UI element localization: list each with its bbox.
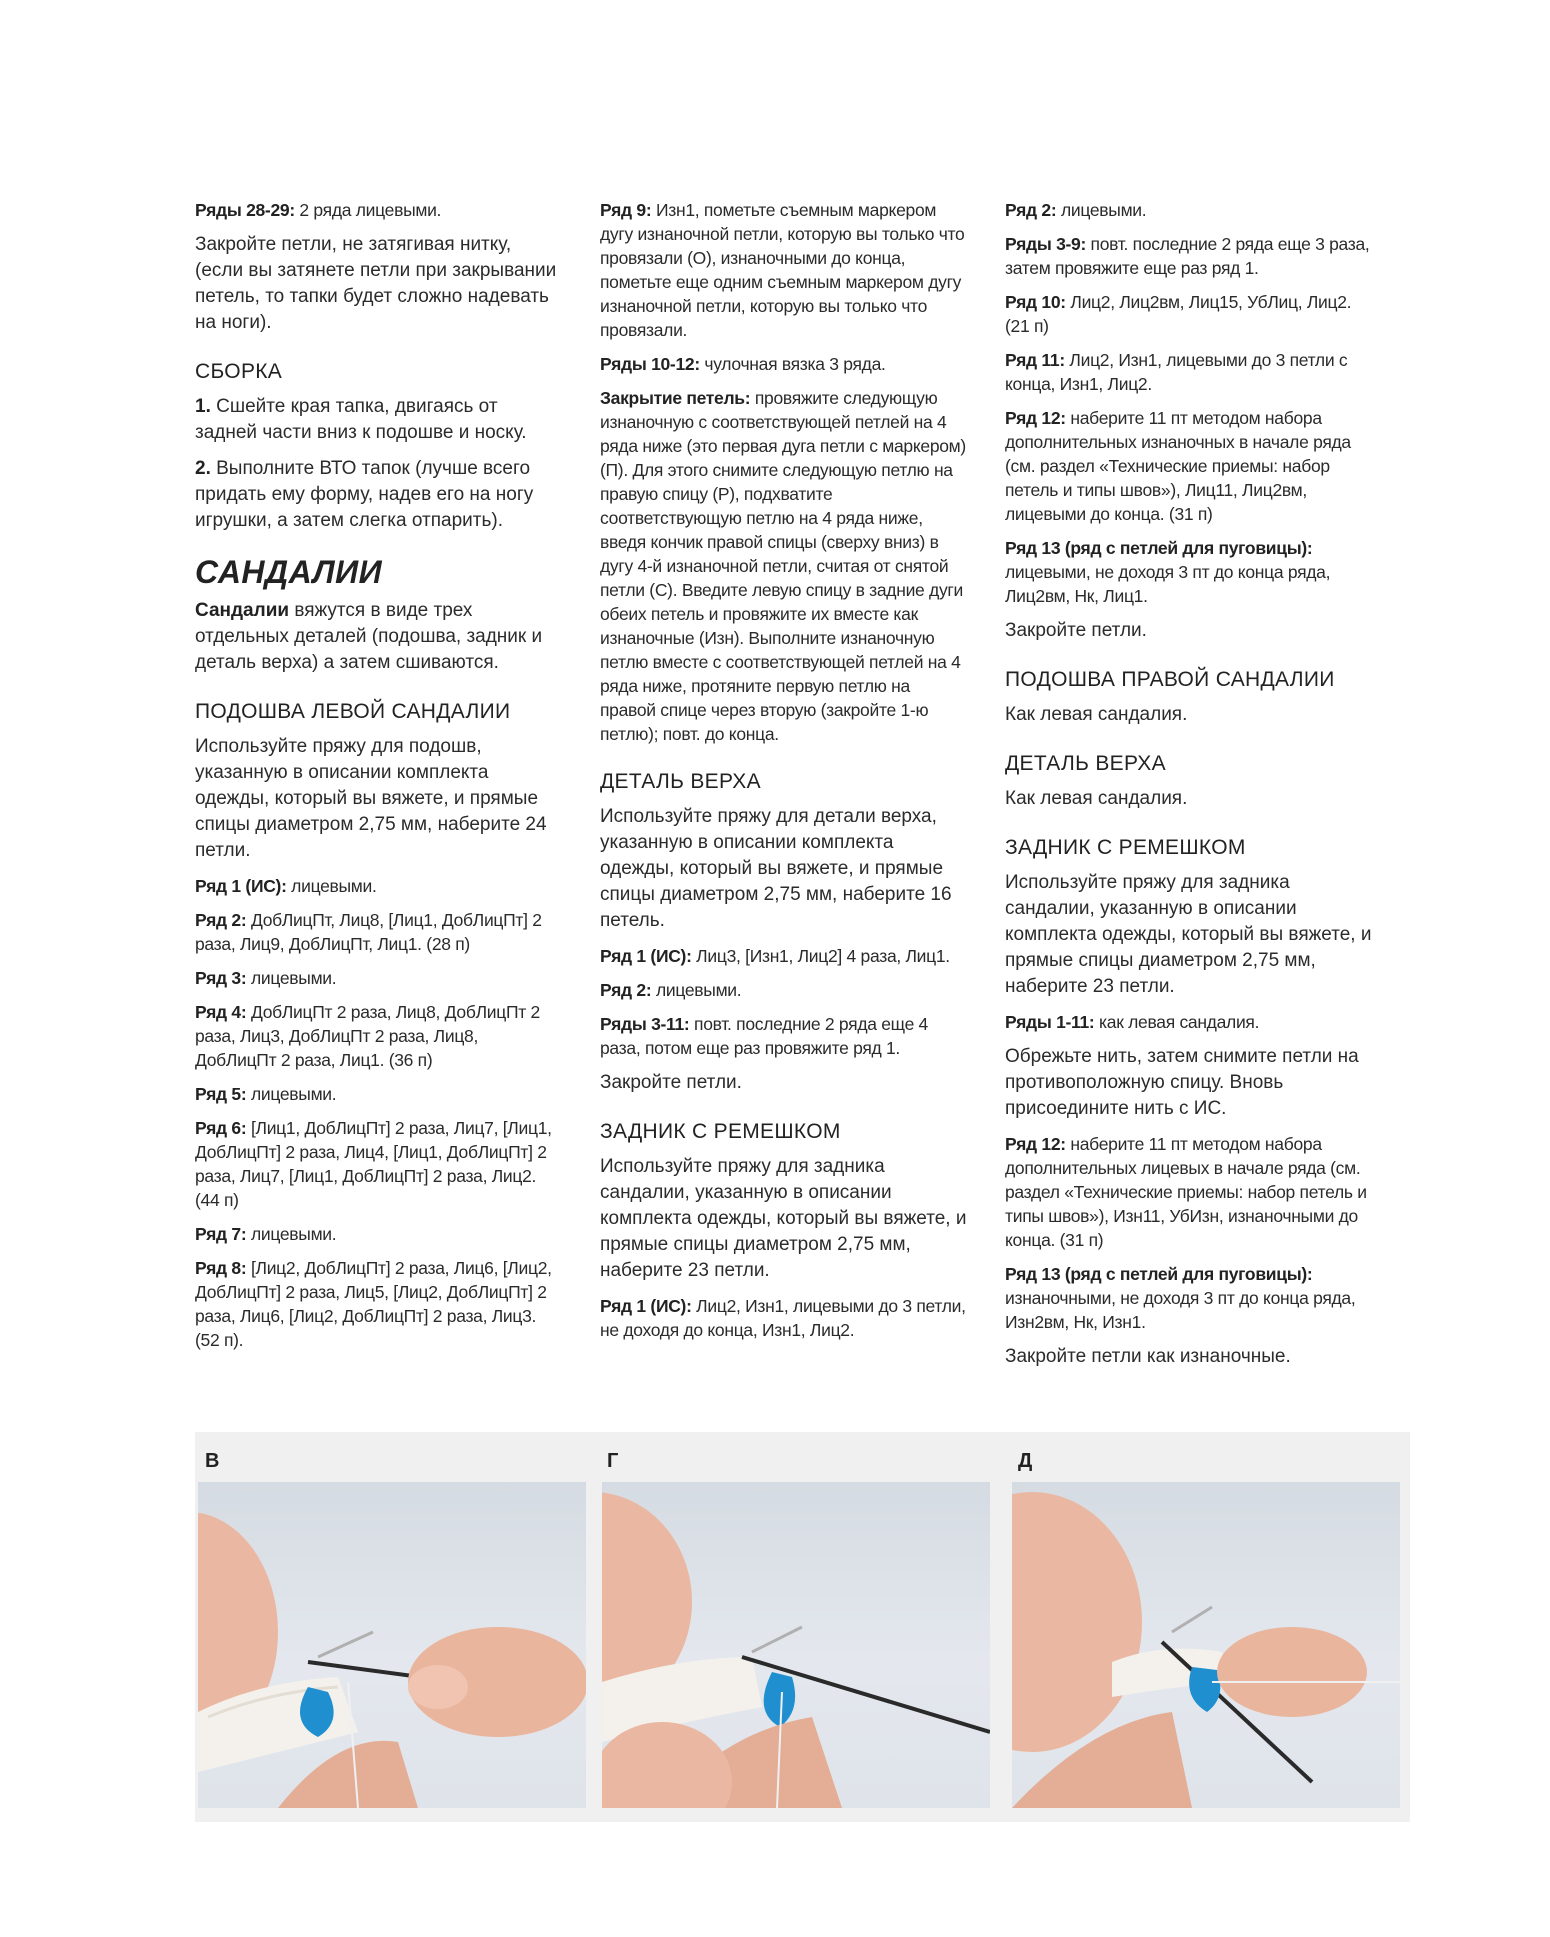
section-heading-top-piece: ДЕТАЛЬ ВЕРХА (600, 770, 761, 793)
instruction-rows-10-12: Ряды 10-12: чулочная вязка 3 ряда. (600, 354, 886, 374)
instruction-rows-28-29: Ряды 28-29: 2 ряда лицевыми. (195, 200, 442, 220)
back-rows-3-9: Ряды 3-9: повт. последние 2 ряда еще 3 раза, затем провяжите еще раз ряд 1. (1005, 234, 1370, 278)
top-rows-3-11: Ряды 3-11: повт. последние 2 ряда еще 4 раза, потом еще раз провяжите ряд 1. (600, 1014, 928, 1058)
section-heading-top-piece-2: ДЕТАЛЬ ВЕРХА (1005, 752, 1166, 775)
assembly-step-2: 2. Выполните ВТО тапок (лучше всего придать ему форму, надев его на ногу игрушки, а затем слегка отпарить). (195, 458, 534, 531)
section-heading-left-sole: ПОДОШВА ЛЕВОЙ САНДАЛИИ (195, 700, 511, 723)
back-row-10: Ряд 10: Лиц2, Лиц2вм, Лиц15, УбЛиц, Лиц2. (21 п) (1005, 292, 1352, 336)
left-sole-intro: Используйте пряжу для подошв, указанную в описании комплекта одежды, который вы вяжете, и прямые спицы диаметром 2,75 мм, наберите 24 петли. (195, 736, 547, 861)
top-piece-text-2: Как левая сандалия. (1005, 788, 1188, 809)
text-column-2 (600, 198, 968, 1352)
section-heading-right-sole: ПОДОШВА ПРАВОЙ САНДАЛИИ (1005, 668, 1335, 691)
sandals-intro: Сандалии вяжутся в виде трех отдельных деталей (подошва, задник и деталь верха) а затем сшиваются. (195, 600, 543, 673)
photo-label-d: Д (1018, 1450, 1033, 1472)
back-strap-intro-2: Используйте пряжу для задника сандалии, указанную в описании комплекта одежды, который вы вяжете, и прямые спицы диаметром 2,75 мм, наберите 23 петли. (1005, 872, 1372, 997)
back2-row-13: Ряд 13 (ряд с петлей для пуговицы): изнаночными, не доходя 3 пт до конца ряда, Изн2вм, Нк, Изн1. (1005, 1264, 1356, 1332)
back-row-13: Ряд 13 (ряд с петлей для пуговицы): лицевыми, не доходя 3 пт до конца ряда, Лиц2вм, Нк, Лиц1. (1005, 538, 1331, 606)
instruction-row-8: Ряд 8: [Лиц2, ДобЛицПт] 2 раза, Лиц6, [Лиц2, ДобЛицПт] 2 раза, Лиц5, [Лиц2, ДобЛицПт] 2 раза, Лиц6, [Лиц2, ДобЛицПт] 2 раза, Лиц3. (52 п). (195, 1258, 552, 1350)
instruction-row-1: Ряд 1 (ИС): лицевыми. (195, 876, 377, 896)
close-purl: Закройте петли как изнаночные. (1005, 1346, 1291, 1367)
instruction-row-9: Ряд 9: Изн1, пометьте съемным маркером дугу изнаночной петли, которую вы только что провязали (О), изнаночными до конца, пометьте еще одним съемным маркером дугу изнаночной петли, которую вы только что провязали. (600, 200, 965, 340)
section-heading-back-strap: ЗАДНИК С РЕМЕШКОМ (600, 1120, 841, 1143)
back-row-1: Ряд 1 (ИС): Лиц2, Изн1, лицевыми до 3 петли, не доходя до конца, Изн1, Лиц2. (600, 1296, 966, 1340)
instruction-closing: Закрытие петель: провяжите следующую изнаночную с соответствующей петлей на 4 ряда ниже (это первая дуга петли с маркером) (П). Для этого снимите следующую петлю на правую спицу (Р), подхватите соответствующую петлю на 4 ряда ниже, введя кончик правой спицы (сверху вниз) в дугу 4-й изнаночной петли, считая от снятой петли (С). Введите левую спицу в задние дуги обеих петель и провяжите их вместе как изнаночные (Изн). Выполните изнаночную петлю вместе с соответствующей петлей на 4 ряда ниже, протяните первую петлю на правой спице через вторую (закройте 1-ю петлю); повт. до конца. (600, 388, 966, 744)
section-title-sandals: САНДАЛИИ (195, 554, 383, 590)
knitting-photo-d (1012, 1482, 1400, 1808)
photo-label-g: Г (607, 1450, 619, 1472)
knitting-photo-v (198, 1482, 586, 1808)
top-row-2: Ряд 2: лицевыми. (600, 980, 742, 1000)
back2-row-12: Ряд 12: наберите 11 пт методом набора дополнительных лицевых в начале ряда (см. раздел «Технические приемы: набор петель и типы швов»), Изн11, УбИзн, изнаночными до конца. (31 п) (1005, 1134, 1367, 1250)
back-strap-intro: Используйте пряжу для задника сандалии, указанную в описании комплекта одежды, который вы вяжете, и прямые спицы диаметром 2,75 мм, наберите 23 петли. (600, 1156, 967, 1281)
instruction-row-3: Ряд 3: лицевыми. (195, 968, 337, 988)
instruction-row-2: Ряд 2: ДобЛицПт, Лиц8, [Лиц1, ДобЛицПт] 2 раза, Лиц9, ДобЛицПт, Лиц1. (28 п) (195, 910, 542, 954)
instruction-row-7: Ряд 7: лицевыми. (195, 1224, 337, 1244)
instruction-row-5: Ряд 5: лицевыми. (195, 1084, 337, 1104)
right-sole-text: Как левая сандалия. (1005, 704, 1188, 725)
back-row-11: Ряд 11: Лиц2, Изн1, лицевыми до 3 петли с конца, Изн1, Лиц2. (1005, 350, 1348, 394)
photo-label-v: В (205, 1450, 220, 1472)
back-close: Закройте петли. (1005, 620, 1147, 641)
close-note: Закройте петли, не затягивая нитку, (если вы затянете петли при закрывании петель, то тапки будет сложно надевать на ноги). (195, 234, 557, 333)
cut-note: Обрежьте нить, затем снимите петли на противоположную спицу. Вновь присоедините нить с ИС. (1005, 1046, 1359, 1119)
text-column-1 (195, 198, 563, 1362)
top-close: Закройте петли. (600, 1072, 742, 1093)
back-row-2: Ряд 2: лицевыми. (1005, 200, 1147, 220)
text-column-3 (1005, 198, 1373, 1380)
top-piece-intro: Используйте пряжу для детали верха, указанную в описании комплекта одежды, который вы вяжете, и прямые спицы диаметром 2,75 мм, наберите 16 петель. (600, 806, 952, 931)
back2-rows-1-11: Ряды 1-11: как левая сандалия. (1005, 1012, 1260, 1032)
section-heading-back-strap-2: ЗАДНИК С РЕМЕШКОМ (1005, 836, 1246, 859)
top-row-1: Ряд 1 (ИС): Лиц3, [Изн1, Лиц2] 4 раза, Лиц1. (600, 946, 950, 966)
assembly-step-1: 1. Сшейте края тапка, двигаясь от задней части вниз к подошве и носку. (195, 396, 527, 443)
back-row-12: Ряд 12: наберите 11 пт методом набора дополнительных изнаночных в начале ряда (см. раздел «Технические приемы: набор петель и типы швов»), Лиц11, Лиц2вм, лицевыми до конца. (31 п) (1005, 408, 1351, 524)
instruction-row-4: Ряд 4: ДобЛицПт 2 раза, Лиц8, ДобЛицПт 2 раза, Лиц3, ДобЛицПт 2 раза, Лиц8, ДобЛицПт 2 раза, Лиц1. (36 п) (195, 1002, 540, 1070)
section-heading-assembly: СБОРКА (195, 360, 283, 383)
knitting-photo-g (602, 1482, 990, 1808)
instruction-row-6: Ряд 6: [Лиц1, ДобЛицПт] 2 раза, Лиц7, [Лиц1, ДобЛицПт] 2 раза, Лиц4, [Лиц1, ДобЛицПт] 2 раза, Лиц7, [Лиц1, ДобЛицПт] 2 раза, Лиц2. (44 п) (195, 1118, 552, 1210)
